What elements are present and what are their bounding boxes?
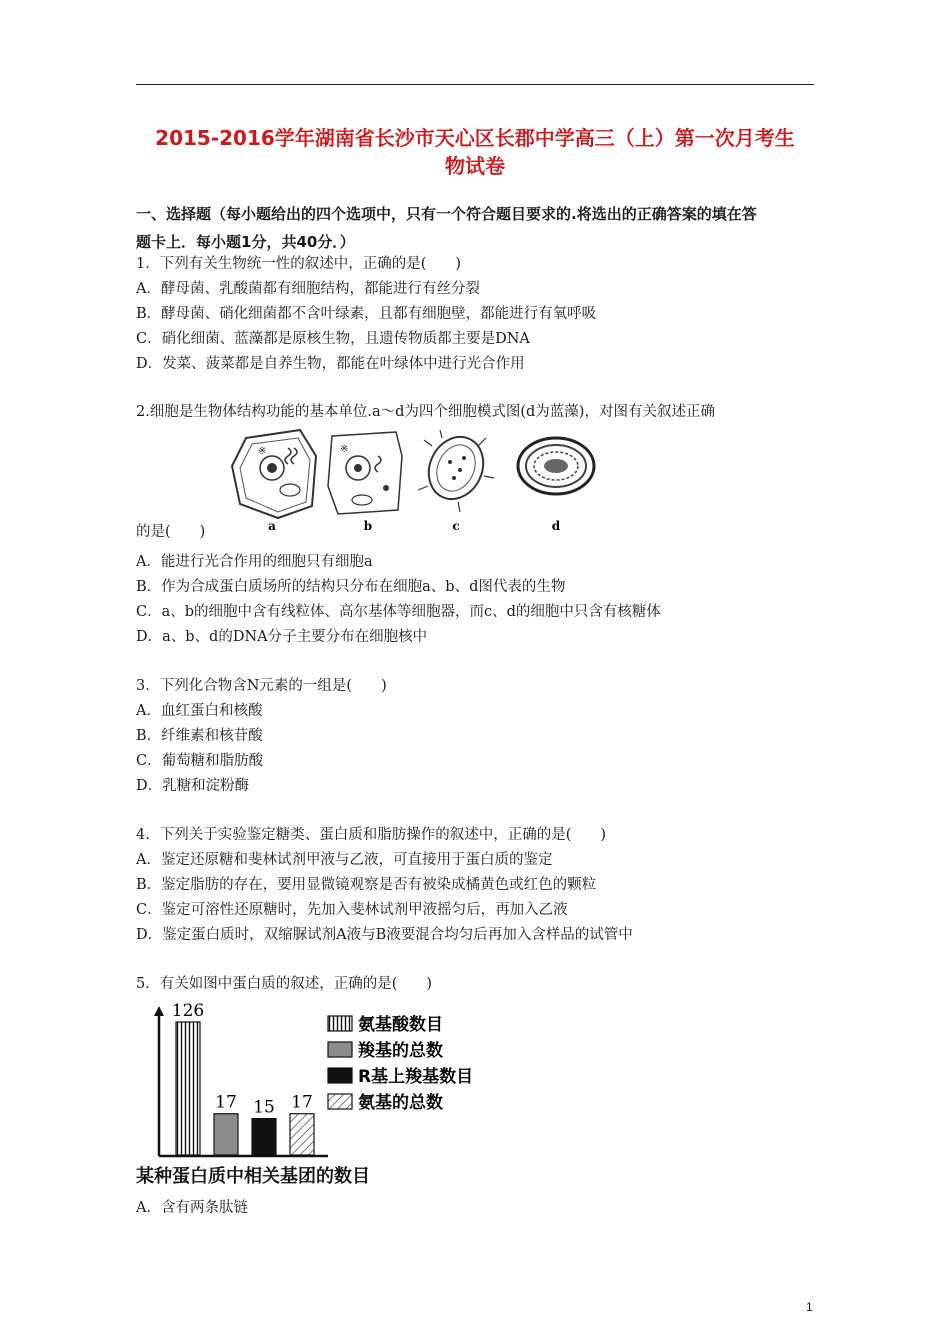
q5-stem: 5．有关如图中蛋白质的叙述，正确的是( )	[136, 976, 433, 992]
q2-option-d: D．a、b、d的DNA分子主要分布在细胞核中	[136, 629, 428, 645]
q3-option-a: A．血红蛋白和核酸	[136, 703, 263, 719]
chart-bar-label-2: 17	[215, 1092, 237, 1113]
q1-stem: 1．下列有关生物统一性的叙述中，正确的是( )	[136, 256, 462, 272]
cell-d-diagram	[518, 438, 594, 494]
chart-y-axis-arrow	[154, 1006, 164, 1016]
cell-label-d: d	[551, 519, 561, 533]
chart-legend-swatch-1	[328, 1016, 352, 1031]
q2-option-c: C．a、b的细胞中含有线粒体、高尔基体等细胞器，而c、d的细胞中只含有核糖体	[136, 604, 661, 620]
cell-diagrams	[228, 426, 608, 536]
chart-bar-4	[290, 1114, 314, 1155]
q3-option-d: D．乳糖和淀粉酶	[136, 778, 250, 794]
q4-option-a: A．鉴定还原糖和斐林试剂甲液与乙液，可直接用于蛋白质的鉴定	[136, 852, 553, 868]
chart-legend-label-2: 羧基的总数	[358, 1041, 443, 1061]
q4-option-b: B．鉴定脂肪的存在，要用显微镜观察是否有被染成橘黄色或红色的颗粒	[136, 877, 597, 893]
q2-stem-line-1: 2.细胞是生物体结构功能的基本单位.a～d为四个细胞模式图(d为蓝藻)，对图有关叙述正确	[136, 404, 715, 420]
cell-c-diagram	[418, 428, 494, 512]
q4-stem: 4．下列关于实验鉴定糖类、蛋白质和脂肪操作的叙述中，正确的是( )	[136, 827, 607, 843]
q1-option-a: A．酵母菌、乳酸菌都有细胞结构，都能进行有丝分裂	[136, 281, 480, 297]
q3-stem: 3．下列化合物含N元素的一组是( )	[136, 678, 387, 694]
cell-label-c: c	[452, 519, 460, 533]
chart-legend-label-1: 氨基酸数目	[358, 1015, 443, 1035]
chart-legend-label-4: 氨基的总数	[358, 1093, 443, 1113]
header-rule	[136, 84, 814, 85]
chart-title: 某种蛋白质中相关基团的数目	[136, 1166, 370, 1187]
q2-stem-line-2: 的是( )	[136, 524, 206, 540]
chart-bar-label-1: 126	[171, 1001, 205, 1021]
q4-option-c: C．鉴定可溶性还原糖时，先加入斐林试剂甲液摇匀后，再加入乙液	[136, 902, 568, 918]
cell-b-diagram	[328, 432, 402, 514]
chart-bar-3	[252, 1119, 276, 1155]
q3-option-b: B．纤维素和核苷酸	[136, 728, 263, 744]
chart-bar-1	[176, 1022, 200, 1155]
q1-option-b: B．酵母菌、硝化细菌都不含叶绿素，且都有细胞壁，都能进行有氧呼吸	[136, 306, 597, 322]
section-heading-line-2: 题卡上．每小题1分，共40分．）	[136, 233, 355, 251]
q3-option-c: C．葡萄糖和脂肪酸	[136, 753, 264, 769]
q1-option-c: C．硝化细菌、蓝藻都是原核生物，且遗传物质都主要是DNA	[136, 331, 530, 347]
chart-bar-2	[214, 1114, 238, 1155]
cell-label-b: b	[363, 519, 373, 533]
q4-option-d: D．鉴定蛋白质时，双缩脲试剂A液与B液要混合均匀后再加入含样品的试管中	[136, 927, 633, 943]
chart-legend-label-3: R基上羧基数目	[358, 1067, 474, 1087]
chart-bar-label-4: 17	[291, 1092, 313, 1113]
chart-bar-label-3: 15	[253, 1097, 275, 1118]
q2-option-a: A．能进行光合作用的细胞只有细胞a	[136, 554, 373, 570]
q2-option-b: B．作为合成蛋白质场所的结构只分布在细胞a、b、d图代表的生物	[136, 579, 566, 595]
page-number: 1	[806, 1300, 813, 1314]
section-heading-line-1: 一、选择题（每小题给出的四个选项中，只有一个符合题目要求的.将选出的正确答案的填在答	[136, 205, 757, 223]
svg-text:※: ※	[340, 444, 349, 455]
page-title	[130, 124, 820, 180]
chart-legend-swatch-3	[328, 1068, 352, 1083]
q1-option-d: D．发菜、菠菜都是自养生物，都能在叶绿体中进行光合作用	[136, 356, 525, 372]
chart-legend-swatch-4	[328, 1094, 352, 1109]
cell-label-a: a	[268, 519, 276, 533]
section-heading	[136, 200, 816, 256]
q5-option-a: A．含有两条肽链	[136, 1200, 248, 1216]
svg-text:※: ※	[258, 446, 267, 457]
page-title-line-2: 物试卷	[445, 154, 505, 178]
page-title-line-1: 2015-2016学年湖南省长沙市天心区长郡中学高三（上）第一次月考生	[155, 126, 795, 150]
protein-group-chart	[132, 1000, 482, 1190]
chart-legend-swatch-2	[328, 1042, 352, 1057]
cell-a-diagram	[232, 430, 316, 518]
